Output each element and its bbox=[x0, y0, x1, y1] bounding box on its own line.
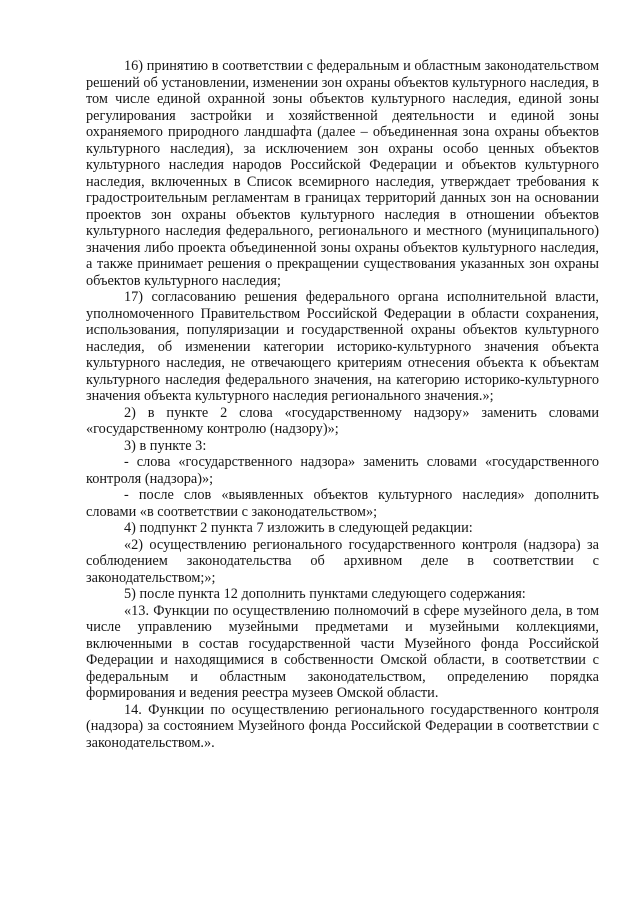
paragraph-function-14: 14. Функции по осуществлению регионального государственного контроля (надзора) за состоянием Музейного фонда Российской Федерации в соответствии с законодательством.». bbox=[86, 701, 599, 751]
paragraph-amendment-3-dash-1: - слова «государственного надзора» заменить словами «государственного контроля (надзора)»; bbox=[86, 454, 599, 487]
paragraph-amendment-3-dash-2: - после слов «выявленных объектов культурного наследия» дополнить словами «в соответствии с законодательством»; bbox=[86, 487, 599, 520]
paragraph-amendment-4: 4) подпункт 2 пункта 7 изложить в следующей редакции: bbox=[124, 520, 473, 536]
paragraph-amendment-5: 5) после пункта 12 дополнить пунктами следующего содержания: bbox=[124, 586, 526, 602]
paragraph-amendment-4-text: «2) осуществлению регионального государственного контроля (надзора) за соблюдением законодательства об архивном деле в соответствии с законодательством;»; bbox=[86, 536, 599, 586]
paragraph-amendment-3: 3) в пункте 3: bbox=[124, 437, 207, 454]
paragraph-amendment-2: 2) в пункте 2 слова «государственному надзору» заменить словами «государственному контролю (надзору)»; bbox=[86, 404, 599, 437]
paragraph-item-17: 17) согласованию решения федерального органа исполнительной власти, уполномоченного Правительством Российской Федерации в области сохранения, использования, популяризации и государственной охраны объектов культурного наследия, об изменении категории историко-культурного значения объекта культурного наследия, не отвечающего критериям отнесения объекта к объектам культурного наследия федерального значения, на категорию историко-культурного значения объекта культурного наследия регионального значения.»; bbox=[86, 289, 599, 404]
paragraph-item-16: 16) принятию в соответствии с федеральным и областным законодательством решений об установлении, изменении зон охраны объектов культурного наследия, в том числе единой охранной зоны объектов культурного наследия, единой зоны регулирования застройки и хозяйственной деятельности и единой зоны охраняемого природного ландшафта (далее – объединенная зона охраны объектов культурного наследия), за исключением зон охраны особо ценных объектов культурного наследия народов Российской Федерации и объектов культурного наследия, включенных в Список всемирного наследия, утверждает требования к градостроительным регламентам в границах территорий данных зон на основании проектов зон охраны объектов культурного наследия в отношении объектов культурного наследия федерального, регионального и местного (муниципального) значения либо проекта объединенной зоны охраны объектов культурного наследия, а также принимает решения о прекращении существования указанных зон охраны объектов культурного наследия; bbox=[86, 58, 599, 289]
paragraph-function-13: «13. Функции по осуществлению полномочий в сфере музейного дела, в том числе управлению музейными предметами и музейными коллекциями, включенными в состав государственной части Музейного фонда Российской Федерации и находящимися в собственности Омской области, в соответствии с федеральным и областным законодательством, определению порядка формирования и ведения реестра музеев Омской области. bbox=[86, 602, 599, 701]
